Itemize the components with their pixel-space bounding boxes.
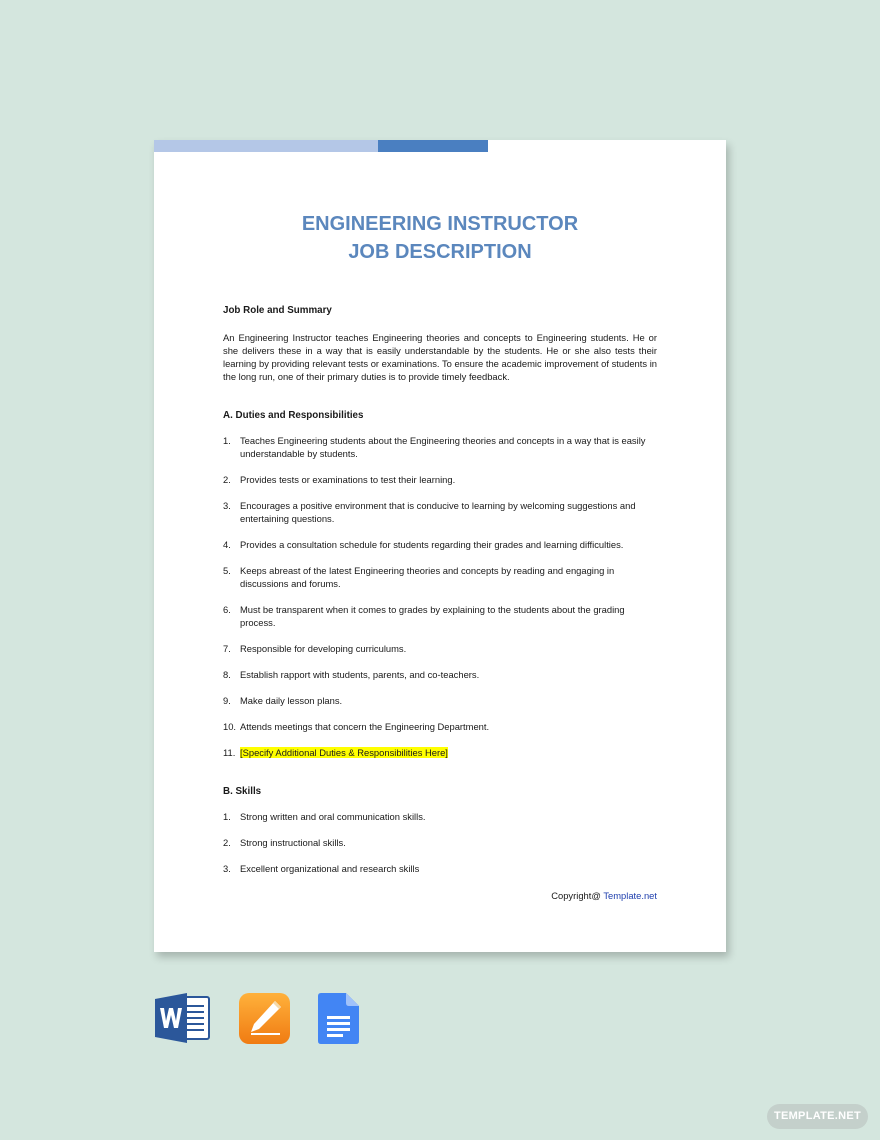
item-text: Attends meetings that concern the Engineering Department. (240, 721, 490, 732)
title-line-2: JOB DESCRIPTION (348, 241, 532, 263)
item-text: Must be transparent when it comes to grades by explaining to the students about the grading process. (240, 604, 625, 628)
skill-item (223, 836, 657, 849)
duties-list (223, 434, 657, 759)
item-text: Keeps abreast of the latest Engineering theories and concepts by reading and engaging in discussions and forums. (240, 565, 615, 589)
skill-item (223, 810, 657, 823)
summary-heading: Job Role and Summary (223, 305, 332, 316)
item-text: Excellent organizational and research skills (240, 863, 420, 874)
item-number: 1. (223, 435, 231, 446)
google-docs-icon[interactable] (318, 993, 359, 1044)
item-text: Encourages a positive environment that is conducive to learning by welcoming suggestions and entertaining questions. (240, 500, 636, 524)
pages-icon[interactable] (239, 993, 290, 1044)
document-page (154, 140, 726, 952)
item-text: Provides a consultation schedule for students regarding their grades and learning difficulties. (240, 539, 624, 550)
copyright-prefix: Copyright@ (551, 890, 604, 901)
header-bar-dark (378, 140, 488, 152)
item-number: 10. (223, 721, 237, 732)
duty-item (223, 746, 657, 759)
document-title (154, 210, 726, 266)
item-number: 1. (223, 811, 231, 822)
duty-item (223, 499, 657, 525)
copyright-link[interactable]: Template.net (603, 890, 657, 901)
item-number: 6. (223, 604, 231, 615)
template-net-badge: TEMPLATE.NET (767, 1104, 868, 1129)
word-icon[interactable] (155, 993, 211, 1043)
placeholder-highlight: [Specify Additional Duties & Responsibilities Here] (240, 747, 448, 758)
item-number: 2. (223, 474, 231, 485)
item-number: 9. (223, 695, 231, 706)
copyright-line (551, 890, 657, 901)
item-text: Teaches Engineering students about the Engineering theories and concepts in a way that is easily understandable by students. (240, 435, 646, 459)
skill-item (223, 862, 657, 875)
duty-item (223, 473, 657, 486)
item-number: 11. (223, 747, 236, 758)
duty-item (223, 642, 657, 655)
header-bar-light (154, 140, 378, 152)
item-text: Make daily lesson plans. (240, 695, 343, 706)
duty-item (223, 720, 657, 733)
item-number: 8. (223, 669, 231, 680)
summary-text: An Engineering Instructor teaches Engineering theories and concepts to Engineering students. He or she delivers these in a way that is easily understandable by the students. He or she also tests their learning by providing relevant tests or examinations. To ensure the academic improvement of students in the long run, one of their primary duties is to provide timely feedback. (223, 332, 657, 382)
item-number: 2. (223, 837, 231, 848)
item-number: 7. (223, 643, 231, 654)
item-text: Strong written and oral communication skills. (240, 811, 426, 822)
duty-item (223, 694, 657, 707)
duties-heading: A. Duties and Responsibilities (223, 410, 364, 421)
item-number: 3. (223, 500, 231, 511)
item-number: 5. (223, 565, 231, 576)
duty-item (223, 564, 657, 590)
duty-item (223, 668, 657, 681)
duty-item (223, 603, 657, 629)
skills-heading: B. Skills (223, 786, 262, 797)
title-line-1: ENGINEERING INSTRUCTOR (301, 213, 579, 235)
item-number: 4. (223, 539, 231, 550)
duty-item (223, 538, 657, 551)
item-text: Establish rapport with students, parents, and co-teachers. (240, 669, 480, 680)
item-text: Responsible for developing curriculums. (240, 643, 407, 654)
item-number: 3. (223, 863, 231, 874)
skills-list (223, 810, 657, 875)
item-text: Provides tests or examinations to test their learning. (240, 474, 456, 485)
document-body (223, 304, 657, 888)
duty-item (223, 434, 657, 460)
item-text: Strong instructional skills. (240, 837, 346, 848)
